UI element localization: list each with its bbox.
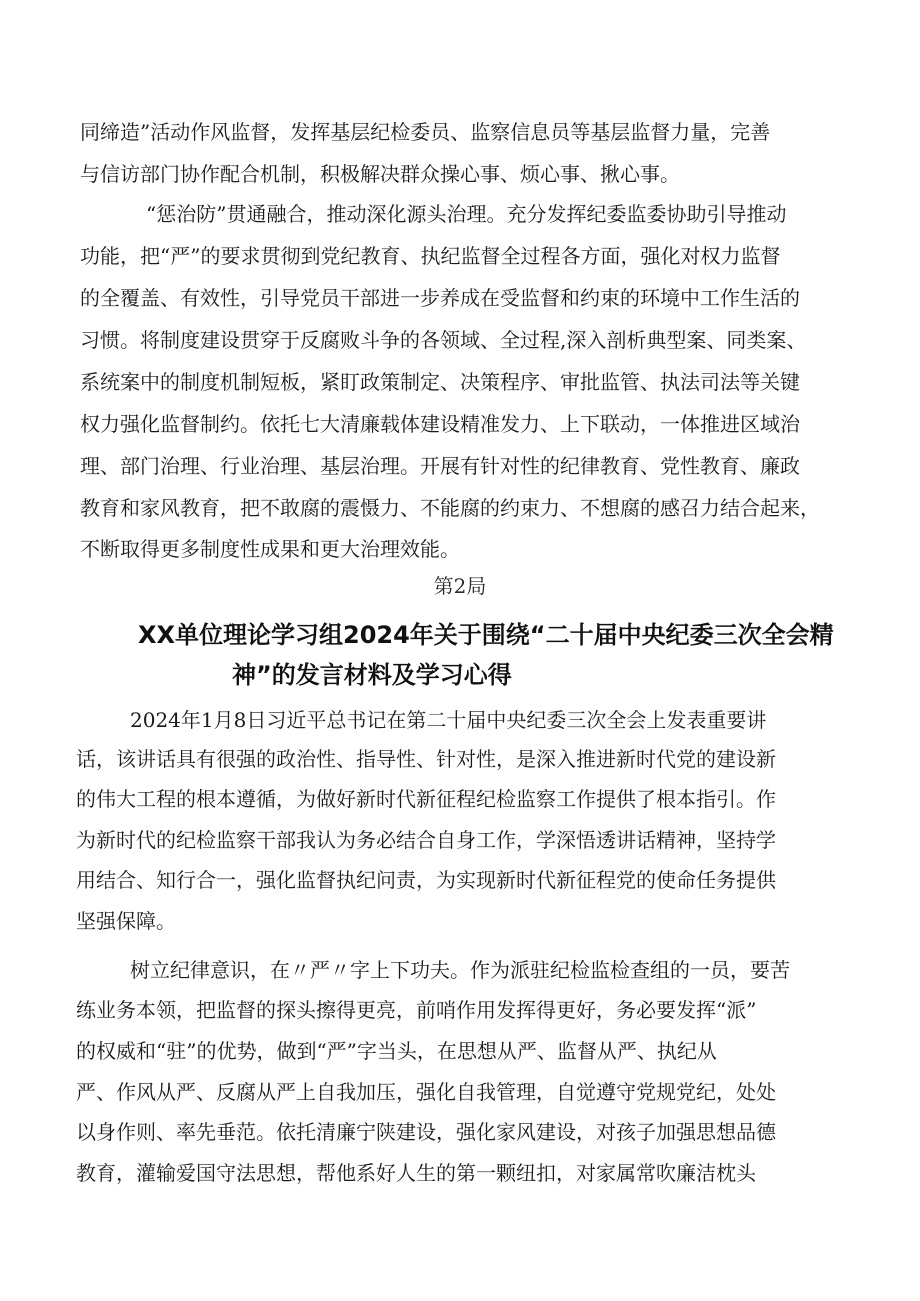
doc-title-line1: XX单位理论学习组2024年关于围绕“二十届中央纪委三次全会精 — [138, 621, 834, 649]
body-line: 与信访部门协作配合机制，积极解决群众操心事、烦心事、揪心事。 — [80, 162, 680, 186]
section-label: 第2局 — [433, 574, 487, 598]
body-line: 坚强保障。 — [76, 909, 176, 933]
body-line: 权力强化监督制约。依托七大清廉载体建设精准发力、上下联动，一体推进区域治 — [80, 412, 800, 436]
body-line: 以身作则、率先垂范。依托清廉宁陕建设，强化家风建设，对孩子加强思想品德 — [76, 1120, 776, 1144]
body-line: 严、作风从严、反腐从严上自我加压，强化自我管理，自觉遵守党规党纪，处处 — [76, 1080, 776, 1104]
body-line: 树立纪律意识，在〃严〃字上下功夫。作为派驻纪检监检查组的一员，要苦 — [130, 958, 790, 982]
body-line: 同缔造”活动作风监督，发挥基层纪检委员、监察信息员等基层监督力量，完善 — [80, 120, 771, 144]
body-line: 教育和家风教育，把不敢腐的震慑力、不能腐的约束力、不想腐的感召力结合起来， — [80, 496, 820, 520]
body-line: 不断取得更多制度性成果和更大治理效能。 — [80, 537, 460, 561]
body-line: 系统案中的制度机制短板，紧盯政策制定、决策程序、审批监管、执法司法等关键 — [80, 370, 800, 394]
body-line: 理、部门治理、行业治理、基层治理。开展有针对性的纪律教育、党性教育、廉政 — [80, 454, 800, 478]
doc-title-line2: 神”的发言材料及学习心得 — [232, 661, 512, 689]
body-line: 2024年1月8日习近平总书记在第二十届中央纪委三次全会上发表重要讲 — [130, 708, 767, 732]
body-line: 的伟大工程的根本遵循，为做好新时代新征程纪检监察工作提供了根本指引。作 — [76, 787, 776, 811]
body-line: “惩治防”贯通融合，推动深化源头治理。充分发挥纪委监委协助引导推动 — [146, 202, 787, 226]
body-line: 话，该讲话具有很强的政治性、指导性、针对性，是深入推进新时代党的建设新 — [76, 747, 776, 771]
body-line: 的全覆盖、有效性，引导党员干部进一步养成在受监督和约束的环境中工作生活的 — [80, 286, 800, 310]
body-line: 用结合、知行合一，强化监督执纪问责，为实现新时代新征程党的使命任务提供 — [76, 868, 776, 892]
body-line: 的权威和“驻”的优势，做到“严”字当头，在思想从严、监督从严、执纪从 — [76, 1039, 717, 1063]
body-line: 习惯。将制度建设贯穿于反腐败斗争的各领域、全过程,深入剖析典型案、同类案、 — [80, 328, 807, 352]
body-line: 教育，灌输爱国守法思想，帮他系好人生的第一颗纽扣，对家属常吹廉洁枕头 — [76, 1161, 756, 1185]
body-line: 为新时代的纪检监察干部我认为务必结合自身工作，学深悟透讲话精神，坚持学 — [76, 828, 776, 852]
body-line: 功能，把“严”的要求贯彻到党纪教育、执纪监督全过程各方面，强化对权力监督 — [80, 244, 781, 268]
body-line: 练业务本领，把监督的探头擦得更亮，前哨作用发挥得更好，务必要发挥“派” — [76, 998, 757, 1022]
